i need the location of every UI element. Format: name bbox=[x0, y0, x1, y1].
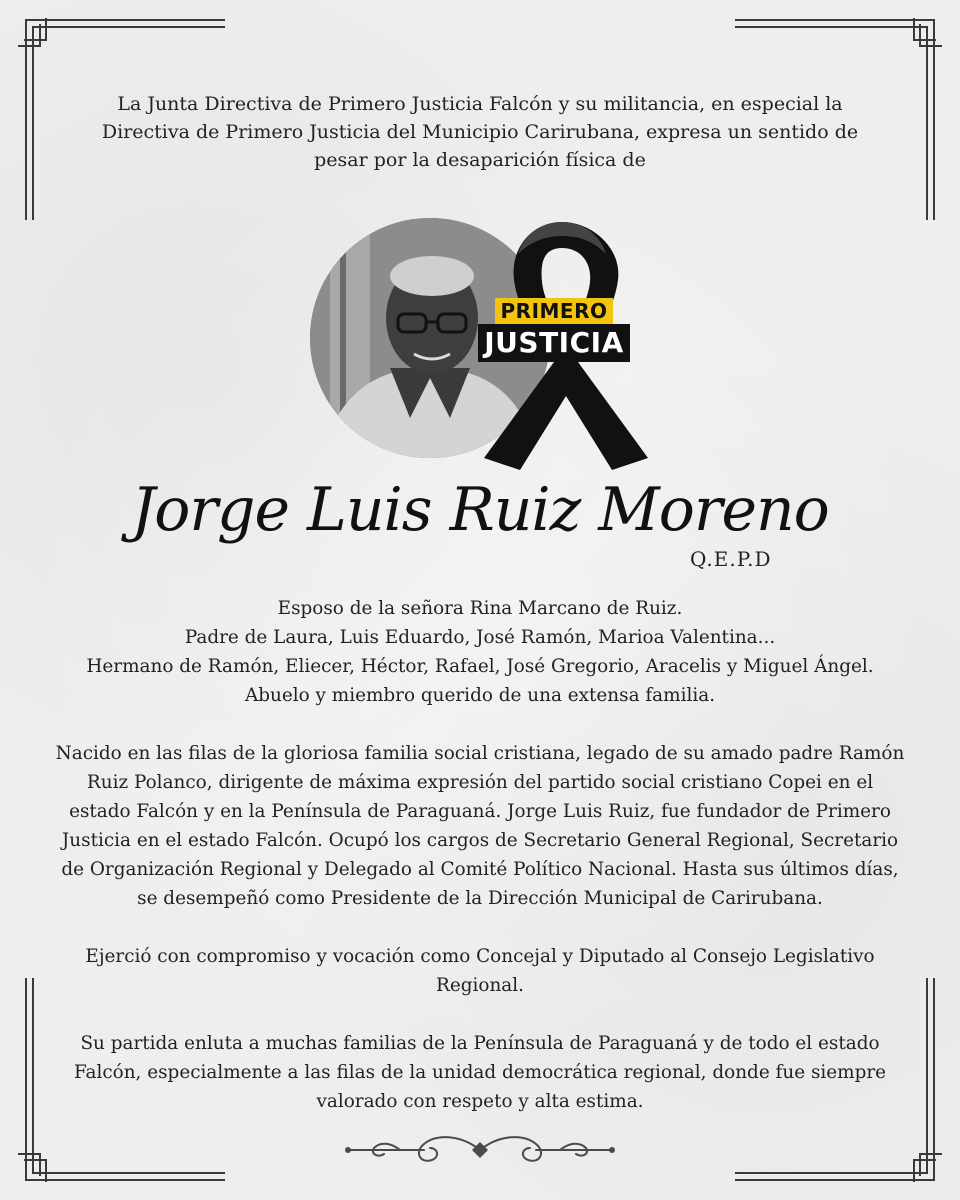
family-line: Hermano de Ramón, Eliecer, Héctor, Rafael, José Gregorio, Aracelis y Miguel Ángel. bbox=[86, 656, 874, 677]
intro-line: pesar por la desaparición física de bbox=[314, 149, 646, 171]
service-line: Ejerció con compromiso y vocación como Concejal y Diputado al Consejo Legislativo bbox=[85, 946, 875, 967]
deceased-name: Jorge Luis Ruiz Moreno bbox=[131, 475, 829, 545]
family-line: Padre de Laura, Luis Eduardo, José Ramón, Marioa Valentina... bbox=[184, 627, 776, 648]
obituary-body bbox=[40, 594, 920, 1116]
logo-bottom-text: JUSTICIA bbox=[478, 324, 629, 362]
biography-line: Justicia en el estado Falcón. Ocupó los cargos de Secretario General Regional, Secretario bbox=[61, 830, 899, 851]
biography-line: estado Falcón y en la Península de Paraguaná. Jorge Luis Ruiz, fue fundador de Primero bbox=[69, 801, 891, 822]
party-logo bbox=[484, 298, 624, 368]
closing-line: valorado con respeto y alta estima. bbox=[316, 1091, 644, 1112]
closing-line: Falcón, especialmente a las filas de la unidad democrática regional, donde fue siempre bbox=[73, 1062, 887, 1083]
family-line: Esposo de la señora Rina Marcano de Ruiz. bbox=[277, 598, 683, 619]
logo-top-text: PRIMERO bbox=[495, 298, 614, 324]
closing-line: Su partida enluta a muchas familias de la Península de Paraguaná y de todo el estado bbox=[80, 1033, 880, 1054]
biography-line: se desempeñó como Presidente de la Dirección Municipal de Carirubana. bbox=[137, 888, 823, 909]
biography-line: Nacido en las filas de la gloriosa familia social cristiana, legado de su amado padre Ramón bbox=[55, 743, 905, 764]
family-line: Abuelo y miembro querido de una extensa familia. bbox=[244, 685, 716, 706]
service-line: Regional. bbox=[436, 975, 524, 996]
flourish-ornament-icon bbox=[340, 1130, 620, 1170]
qepd-label: Q.E.P.D bbox=[690, 547, 772, 571]
intro-line: Directiva de Primero Justicia del Municipio Carirubana, expresa un sentido de bbox=[101, 121, 859, 143]
intro-line: La Junta Directiva de Primero Justicia Falcón y su militancia, en especial la bbox=[117, 93, 843, 115]
biography-line: de Organización Regional y Delegado al Comité Político Nacional. Hasta sus últimos días, bbox=[61, 859, 899, 880]
biography-line: Ruiz Polanco, dirigente de máxima expresión del partido social cristiano Copei en el bbox=[86, 772, 874, 793]
intro-statement bbox=[80, 90, 880, 174]
